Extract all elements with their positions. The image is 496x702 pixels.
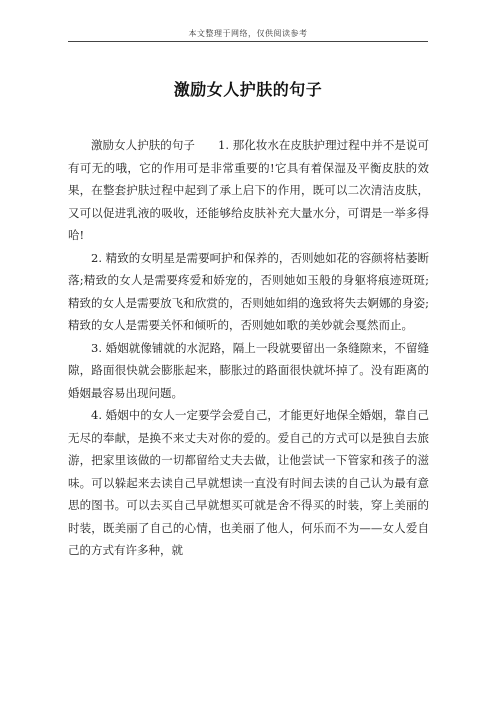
paragraph-3: 3. 婚姻就像铺就的水泥路，隔上一段就要留出一条缝隙来，不留缝隙，路面很快就会膨胀起来，膨胀过的路面很快就坏掉了。没有距离的婚姻最容易出现问题。 [68, 340, 429, 400]
paragraph-4: 4. 婚姻中的女人一定要学会爱自己，才能更好地保全婚姻，靠自己无尽的奉献，是换不来丈夫对你的爱的。爱自己的方式可以是独自去旅游，把家里该做的一切都留给丈夫去做，让他尝试一下管家和孩子的滋味。可以躲起来去读自己早就想读一直没有时间去读的自己认为最有意思的图书。可以去买自己早就想买可就是舍不得买的时装，穿上美丽的时装，既美丽了自己的心情，也美丽了他人，何乐而不为——女人爱自己的方式有许多种，就 [68, 408, 429, 557]
paragraph-2: 2. 精致的女明星是需要呵护和保养的，否则她如花的容颜将枯萎断落;精致的女人是需要疼爱和娇宠的，否则她如玉般的身躯将痕迹斑斑;精致的女人是需要放飞和欣赏的，否则她如绢的逸致将失去婀娜的身姿;精致的女人是需要关怀和倾听的，否则她如歌的美妙就会戛然而止。 [68, 250, 429, 332]
document-body [68, 134, 429, 562]
header-divider [68, 41, 428, 42]
page-header-note: 本文整理于网络，仅供阅读参考 [188, 29, 308, 38]
document-title: 激励女人护肤的句子 [173, 80, 323, 99]
paragraph-1: 激励女人护肤的句子 1. 那化妆水在皮肤护理过程中并不是说可有可无的哦，它的作用可是非常重要的!它具有着保湿及平衡皮肤的效果，在整套护肤过程中起到了承上启下的作用，既可以二次清洁皮肤，又可以促进乳液的吸收，还能够给皮肤补充大量水分，可谓是一举多得哈! [68, 138, 429, 242]
